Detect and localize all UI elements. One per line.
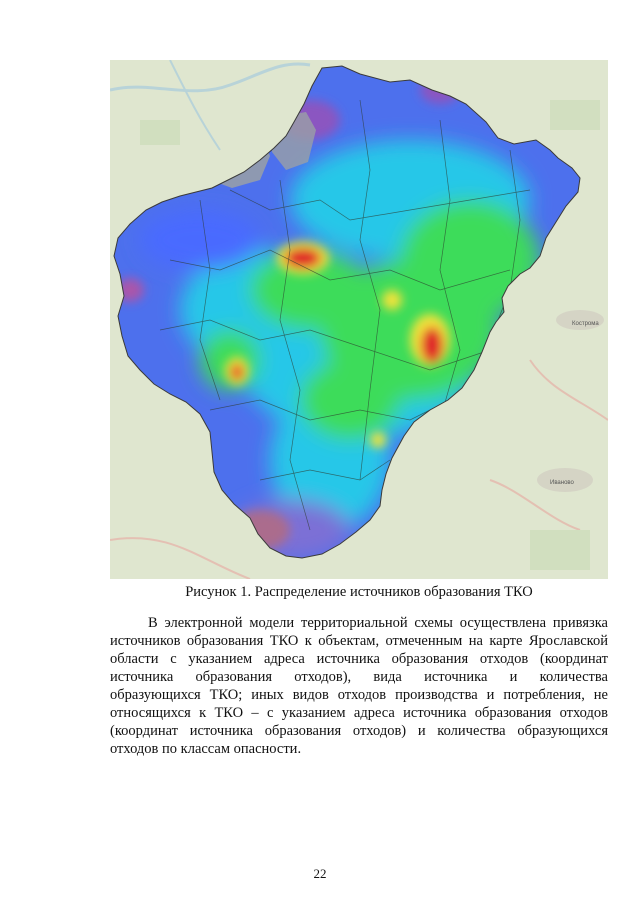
heatmap-figure bbox=[110, 60, 608, 579]
paragraph-line: образующихся ТКО; иных видов отходов производства и потребления, не bbox=[110, 687, 608, 703]
paragraph-line: отходов по классам опасности. bbox=[110, 741, 302, 757]
page-number: 22 bbox=[313, 866, 327, 881]
map-label-kostroma: Кострома bbox=[572, 321, 599, 327]
body-paragraph bbox=[110, 614, 608, 758]
paragraph-line: области с указанием адреса источника образования отходов (координат bbox=[110, 651, 608, 667]
paragraph-line: (координат источника образования отходов) и количества образующихся bbox=[110, 723, 608, 739]
paragraph-line: относящихся к ТКО – с указанием адреса источника образования отходов bbox=[110, 705, 608, 721]
paragraph-line: источников образования ТКО к объектам, отмеченным на карте Ярославской bbox=[110, 633, 608, 649]
figure-caption: Рисунок 1. Распределение источников образования ТКО bbox=[185, 584, 533, 600]
paragraph-line: В электронной модели территориальной схемы осуществлена привязка bbox=[148, 615, 608, 631]
map-label-ivanovo: Иваново bbox=[550, 480, 574, 486]
heatmap-map bbox=[110, 60, 608, 579]
paragraph-line: источника образования отходов), вида источника и количества bbox=[110, 669, 608, 685]
